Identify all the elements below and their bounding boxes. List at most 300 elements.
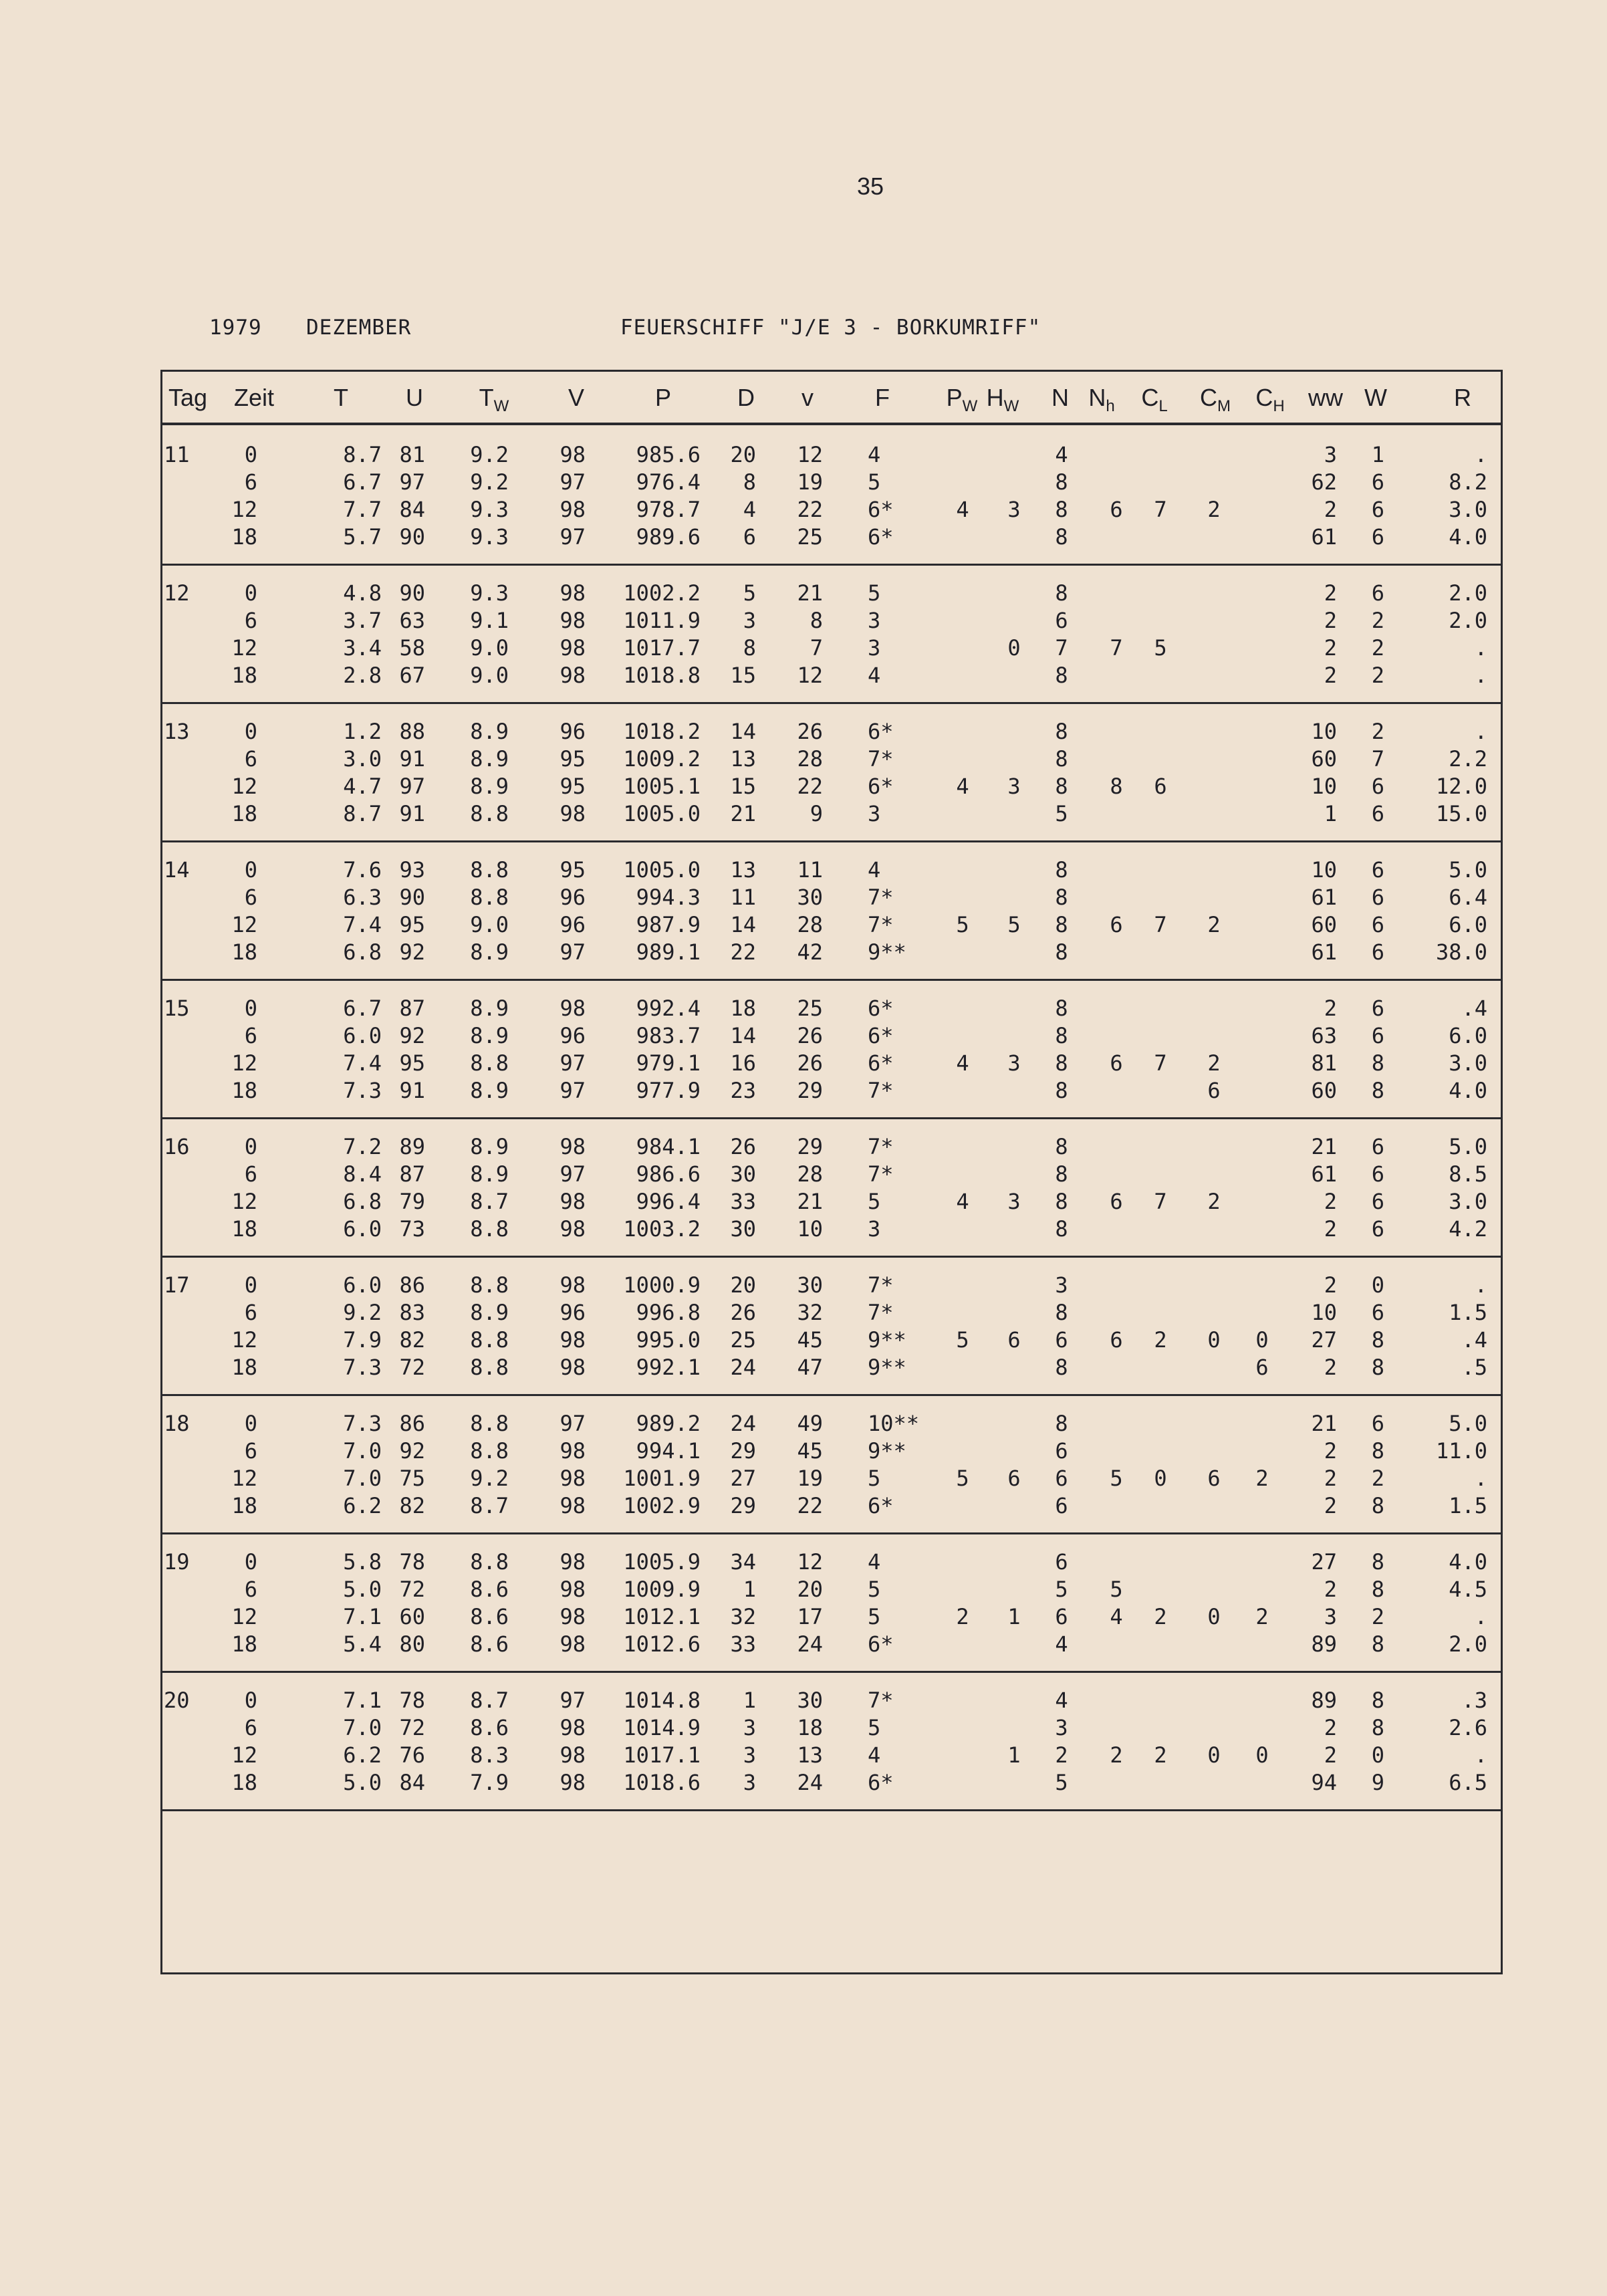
- cell-tw: 8.8: [470, 1272, 509, 1298]
- cell-d: 26: [730, 1300, 756, 1325]
- cell-tw: 8.9: [470, 1300, 509, 1325]
- table-row: [162, 1272, 1501, 1298]
- cell-v: 28: [797, 1161, 823, 1187]
- day-group: [162, 1117, 1501, 1258]
- cell-v: 98: [560, 663, 586, 688]
- cell-u: 90: [399, 524, 425, 550]
- cell-n: 6: [1055, 1327, 1068, 1353]
- cell-p: 996.4: [636, 1189, 701, 1214]
- cell-ww: 2: [1324, 580, 1337, 606]
- cell-w: 6: [1371, 1134, 1384, 1159]
- cell-u: 72: [399, 1715, 425, 1740]
- cell-p: 1002.2: [623, 580, 701, 606]
- cell-cm: 6: [1207, 1466, 1221, 1491]
- cell-ch: 0: [1255, 1742, 1269, 1768]
- cell-p: 1002.9: [623, 1493, 701, 1518]
- cell-v: 96: [560, 1300, 586, 1325]
- cell-pw: 5: [956, 1327, 969, 1353]
- cell-d: 24: [730, 1411, 756, 1436]
- cell-zeit: 12: [231, 774, 257, 799]
- cell-u: 93: [399, 857, 425, 883]
- cell-w: 6: [1371, 857, 1384, 883]
- cell-t: 7.0: [343, 1438, 382, 1464]
- table-row: [162, 1465, 1501, 1492]
- cell-f: 3: [868, 608, 881, 633]
- cell-f: 9**: [868, 1327, 906, 1353]
- cell-r: 5.0: [1449, 1134, 1487, 1159]
- cell-d: 8: [743, 635, 756, 661]
- table-row: [162, 884, 1501, 911]
- cell-v: 98: [560, 996, 586, 1021]
- cell-t: 7.0: [343, 1715, 382, 1740]
- cell-f: 7*: [868, 746, 894, 772]
- cell-w: 6: [1371, 912, 1384, 937]
- cell-ww: 2: [1324, 1715, 1337, 1740]
- col-header-nh: $N_h$: [1088, 384, 1115, 416]
- cell-v: 29: [797, 1134, 823, 1159]
- cell-ww: 2: [1324, 1216, 1337, 1242]
- cell-v: 24: [797, 1631, 823, 1657]
- cell-p: 1003.2: [623, 1216, 701, 1242]
- cell-w: 8: [1371, 1493, 1384, 1518]
- cell-n: 8: [1055, 1050, 1068, 1076]
- cell-p: 985.6: [636, 442, 701, 467]
- cell-p: 994.1: [636, 1438, 701, 1464]
- cell-v: 47: [797, 1355, 823, 1380]
- cell-u: 79: [399, 1189, 425, 1214]
- cell-hw: 1: [1007, 1742, 1021, 1768]
- cell-n: 8: [1055, 912, 1068, 937]
- cell-f: 4: [868, 857, 881, 883]
- cell-v: 18: [797, 1715, 823, 1740]
- cell-n: 6: [1055, 1466, 1068, 1491]
- cell-w: 6: [1371, 524, 1384, 550]
- cell-ww: 2: [1324, 1466, 1337, 1491]
- cell-n: 8: [1055, 996, 1068, 1021]
- cell-v: 42: [797, 939, 823, 965]
- cell-v: 98: [560, 1770, 586, 1795]
- cell-r: 5.0: [1449, 857, 1487, 883]
- day-group: [162, 1394, 1501, 1534]
- cell-tw: 8.9: [470, 996, 509, 1021]
- cell-d: 16: [730, 1050, 756, 1076]
- cell-v: 98: [560, 1327, 586, 1353]
- cell-cm: 0: [1207, 1327, 1221, 1353]
- day-group: [162, 425, 1501, 566]
- cell-u: 89: [399, 1134, 425, 1159]
- day-group: [162, 1256, 1501, 1396]
- cell-cl: 2: [1154, 1742, 1167, 1768]
- cell-w: 6: [1371, 497, 1384, 522]
- cell-u: 63: [399, 608, 425, 633]
- cell-nh: 6: [1110, 497, 1123, 522]
- cell-p: 994.3: [636, 885, 701, 910]
- col-header-ch: $C_H$: [1255, 384, 1285, 416]
- cell-v: 19: [797, 1466, 823, 1491]
- cell-t: 7.4: [343, 1050, 382, 1076]
- cell-v: 17: [797, 1604, 823, 1629]
- cell-n: 2: [1055, 1742, 1068, 1768]
- cell-zeit: 6: [244, 1023, 257, 1048]
- cell-cm: 2: [1207, 1050, 1221, 1076]
- cell-n: 8: [1055, 1411, 1068, 1436]
- cell-r: 4.0: [1449, 524, 1487, 550]
- cell-t: 7.1: [343, 1604, 382, 1629]
- cell-f: 9**: [868, 939, 906, 965]
- cell-tw: 9.2: [470, 1466, 509, 1491]
- cell-w: 0: [1371, 1272, 1384, 1298]
- day-group: [162, 1532, 1501, 1673]
- cell-u: 92: [399, 939, 425, 965]
- cell-t: 6.8: [343, 939, 382, 965]
- cell-v: 25: [797, 996, 823, 1021]
- cell-u: 73: [399, 1216, 425, 1242]
- cell-u: 87: [399, 1161, 425, 1187]
- cell-ww: 61: [1311, 939, 1337, 965]
- cell-v: 95: [560, 774, 586, 799]
- cell-r: 2.0: [1449, 608, 1487, 633]
- cell-v: 98: [560, 1549, 586, 1575]
- cell-p: 1014.9: [623, 1715, 701, 1740]
- cell-r: 2.6: [1449, 1715, 1487, 1740]
- cell-d: 11: [730, 885, 756, 910]
- cell-cl: 0: [1154, 1466, 1167, 1491]
- data-table: [160, 370, 1503, 1974]
- cell-v: 98: [560, 1189, 586, 1214]
- cell-tw: 8.8: [470, 1216, 509, 1242]
- cell-ww: 1: [1324, 801, 1337, 826]
- cell-r: 38.0: [1435, 939, 1487, 965]
- table-row: [162, 662, 1501, 689]
- cell-zeit: 12: [231, 1189, 257, 1214]
- cell-t: 7.3: [343, 1078, 382, 1103]
- cell-v: 22: [797, 1493, 823, 1518]
- cell-u: 84: [399, 497, 425, 522]
- cell-d: 13: [730, 746, 756, 772]
- cell-v: 11: [797, 857, 823, 883]
- cell-hw: 3: [1007, 1050, 1021, 1076]
- cell-w: 6: [1371, 801, 1384, 826]
- cell-r: 8.5: [1449, 1161, 1487, 1187]
- cell-t: 7.3: [343, 1355, 382, 1380]
- cell-f: 9**: [868, 1438, 906, 1464]
- cell-p: 977.9: [636, 1078, 701, 1103]
- cell-ww: 21: [1311, 1411, 1337, 1436]
- cell-n: 6: [1055, 1549, 1068, 1575]
- cell-v: 32: [797, 1300, 823, 1325]
- cell-d: 34: [730, 1549, 756, 1575]
- cell-ww: 2: [1324, 497, 1337, 522]
- cell-tw: 8.8: [470, 857, 509, 883]
- cell-w: 6: [1371, 885, 1384, 910]
- cell-zeit: 0: [244, 1549, 257, 1575]
- cell-r: 2.0: [1449, 580, 1487, 606]
- cell-d: 3: [743, 1742, 756, 1768]
- cell-t: 5.7: [343, 524, 382, 550]
- cell-cl: 7: [1154, 1189, 1167, 1214]
- cell-v: 98: [560, 1604, 586, 1629]
- cell-zeit: 6: [244, 746, 257, 772]
- cell-r: 1.5: [1449, 1493, 1487, 1518]
- table-row: [162, 1631, 1501, 1657]
- cell-t: 6.3: [343, 885, 382, 910]
- cell-v: 26: [797, 1050, 823, 1076]
- cell-t: 8.7: [343, 801, 382, 826]
- cell-r: .: [1474, 1272, 1487, 1298]
- cell-ww: 27: [1311, 1327, 1337, 1353]
- cell-cl: 7: [1154, 497, 1167, 522]
- cell-f: 3: [868, 635, 881, 661]
- cell-tw: 9.0: [470, 635, 509, 661]
- cell-zeit: 12: [231, 1327, 257, 1353]
- cell-f: 6*: [868, 996, 894, 1021]
- cell-ww: 10: [1311, 719, 1337, 744]
- cell-f: 4: [868, 1742, 881, 1768]
- table-row: [162, 1687, 1501, 1714]
- cell-f: 7*: [868, 1272, 894, 1298]
- table-row: [162, 1188, 1501, 1215]
- cell-v: 97: [560, 1050, 586, 1076]
- table-row: [162, 745, 1501, 772]
- cell-v: 7: [810, 635, 823, 661]
- cell-d: 6: [743, 524, 756, 550]
- day-tag: 17: [164, 1272, 190, 1298]
- cell-p: 989.6: [636, 524, 701, 550]
- cell-tw: 8.9: [470, 746, 509, 772]
- table-row: [162, 580, 1501, 606]
- cell-zeit: 6: [244, 1715, 257, 1740]
- cell-v: 98: [560, 1272, 586, 1298]
- cell-w: 8: [1371, 1438, 1384, 1464]
- cell-zeit: 12: [231, 1742, 257, 1768]
- cell-w: 6: [1371, 774, 1384, 799]
- cell-f: 5: [868, 580, 881, 606]
- cell-n: 8: [1055, 1189, 1068, 1214]
- table-row: [162, 1133, 1501, 1160]
- cell-n: 5: [1055, 801, 1068, 826]
- cell-v: 22: [797, 774, 823, 799]
- cell-u: 97: [399, 469, 425, 495]
- cell-r: .5: [1461, 1355, 1487, 1380]
- cell-v: 98: [560, 608, 586, 633]
- cell-zeit: 0: [244, 719, 257, 744]
- cell-t: 6.7: [343, 996, 382, 1021]
- cell-tw: 8.6: [470, 1631, 509, 1657]
- cell-ww: 3: [1324, 1604, 1337, 1629]
- day-group: [162, 1671, 1501, 1811]
- cell-u: 86: [399, 1411, 425, 1436]
- cell-w: 8: [1371, 1631, 1384, 1657]
- cell-d: 29: [730, 1438, 756, 1464]
- cell-cm: 0: [1207, 1742, 1221, 1768]
- cell-v: 8: [810, 608, 823, 633]
- col-header-d: D: [737, 384, 755, 411]
- cell-r: 15.0: [1435, 801, 1487, 826]
- col-header-tw: $T_W$: [479, 384, 509, 416]
- day-tag: 11: [164, 442, 190, 467]
- day-tag: 19: [164, 1549, 190, 1575]
- cell-v: 29: [797, 1078, 823, 1103]
- cell-d: 14: [730, 719, 756, 744]
- cell-n: 8: [1055, 1134, 1068, 1159]
- table-row: [162, 1603, 1501, 1630]
- cell-u: 58: [399, 635, 425, 661]
- cell-f: 5: [868, 1715, 881, 1740]
- col-header-cm: $C_M$: [1200, 384, 1231, 416]
- cell-v: 96: [560, 912, 586, 937]
- day-tag: 18: [164, 1411, 190, 1436]
- cell-v: 98: [560, 1715, 586, 1740]
- cell-f: 7*: [868, 885, 894, 910]
- cell-v: 19: [797, 469, 823, 495]
- cell-v: 98: [560, 1631, 586, 1657]
- cell-u: 90: [399, 885, 425, 910]
- cell-v: 21: [797, 1189, 823, 1214]
- cell-zeit: 18: [231, 801, 257, 826]
- cell-n: 3: [1055, 1715, 1068, 1740]
- cell-r: 3.0: [1449, 1050, 1487, 1076]
- cell-v: 26: [797, 719, 823, 744]
- cell-ww: 81: [1311, 1050, 1337, 1076]
- cell-u: 80: [399, 1631, 425, 1657]
- cell-cm: 2: [1207, 912, 1221, 937]
- cell-p: 987.9: [636, 912, 701, 937]
- cell-n: 8: [1055, 580, 1068, 606]
- cell-nh: 7: [1110, 635, 1123, 661]
- cell-pw: 4: [956, 497, 969, 522]
- col-header-u: U: [406, 384, 423, 411]
- cell-nh: 4: [1110, 1604, 1123, 1629]
- cell-nh: 6: [1110, 1050, 1123, 1076]
- cell-w: 6: [1371, 580, 1384, 606]
- cell-ww: 2: [1324, 663, 1337, 688]
- cell-v: 98: [560, 580, 586, 606]
- cell-n: 8: [1055, 857, 1068, 883]
- cell-v: 97: [560, 1688, 586, 1713]
- cell-p: 989.1: [636, 939, 701, 965]
- cell-d: 29: [730, 1493, 756, 1518]
- cell-t: 7.0: [343, 1466, 382, 1491]
- cell-v: 45: [797, 1438, 823, 1464]
- cell-w: 2: [1371, 608, 1384, 633]
- cell-tw: 9.3: [470, 497, 509, 522]
- cell-f: 5: [868, 1189, 881, 1214]
- cell-tw: 8.3: [470, 1742, 509, 1768]
- cell-w: 8: [1371, 1549, 1384, 1575]
- cell-d: 15: [730, 774, 756, 799]
- cell-f: 4: [868, 663, 881, 688]
- cell-r: .3: [1461, 1688, 1487, 1713]
- cell-tw: 8.9: [470, 1161, 509, 1187]
- col-header-cl: $C_L$: [1141, 384, 1168, 416]
- cell-v: 12: [797, 442, 823, 467]
- cell-v: 98: [560, 1577, 586, 1602]
- cell-d: 30: [730, 1161, 756, 1187]
- cell-zeit: 18: [231, 939, 257, 965]
- table-row: [162, 800, 1501, 827]
- cell-v: 97: [560, 524, 586, 550]
- col-header-t: T: [334, 384, 348, 411]
- cell-ww: 2: [1324, 608, 1337, 633]
- cell-nh: 6: [1110, 912, 1123, 937]
- table-row: [162, 773, 1501, 800]
- cell-cm: 0: [1207, 1604, 1221, 1629]
- cell-ww: 2: [1324, 1355, 1337, 1380]
- cell-p: 1009.9: [623, 1577, 701, 1602]
- cell-d: 22: [730, 939, 756, 965]
- cell-pw: 4: [956, 1189, 969, 1214]
- cell-zeit: 18: [231, 1216, 257, 1242]
- cell-d: 20: [730, 1272, 756, 1298]
- cell-ww: 21: [1311, 1134, 1337, 1159]
- cell-v: 98: [560, 1134, 586, 1159]
- cell-ww: 10: [1311, 774, 1337, 799]
- cell-nh: 8: [1110, 774, 1123, 799]
- cell-tw: 8.8: [470, 801, 509, 826]
- cell-cl: 5: [1154, 635, 1167, 661]
- cell-zeit: 18: [231, 1770, 257, 1795]
- cell-n: 6: [1055, 1493, 1068, 1518]
- cell-n: 8: [1055, 524, 1068, 550]
- cell-p: 1001.9: [623, 1466, 701, 1491]
- cell-tw: 8.6: [470, 1715, 509, 1740]
- cell-v: 97: [560, 1161, 586, 1187]
- cell-r: .: [1474, 635, 1487, 661]
- cell-cl: 2: [1154, 1604, 1167, 1629]
- cell-w: 2: [1371, 1466, 1384, 1491]
- cell-v: 28: [797, 912, 823, 937]
- cell-n: 8: [1055, 1161, 1068, 1187]
- cell-w: 1: [1371, 442, 1384, 467]
- cell-zeit: 18: [231, 524, 257, 550]
- cell-v: 49: [797, 1411, 823, 1436]
- page-number: 35: [857, 173, 884, 200]
- col-header-ww: ww: [1308, 384, 1343, 411]
- cell-w: 6: [1371, 996, 1384, 1021]
- cell-hw: 3: [1007, 1189, 1021, 1214]
- cell-v: 97: [560, 1411, 586, 1436]
- cell-t: 1.2: [343, 719, 382, 744]
- cell-d: 32: [730, 1604, 756, 1629]
- cell-zeit: 6: [244, 1161, 257, 1187]
- cell-u: 91: [399, 746, 425, 772]
- cell-zeit: 12: [231, 1466, 257, 1491]
- cell-zeit: 0: [244, 1134, 257, 1159]
- table-row: [162, 607, 1501, 634]
- cell-r: 5.0: [1449, 1411, 1487, 1436]
- cell-d: 3: [743, 1770, 756, 1795]
- cell-t: 6.0: [343, 1272, 382, 1298]
- cell-r: .4: [1461, 1327, 1487, 1353]
- cell-zeit: 12: [231, 497, 257, 522]
- cell-r: 6.5: [1449, 1770, 1487, 1795]
- table-row: [162, 441, 1501, 468]
- cell-u: 76: [399, 1742, 425, 1768]
- cell-n: 8: [1055, 939, 1068, 965]
- cell-v: 26: [797, 1023, 823, 1048]
- cell-t: 7.9: [343, 1327, 382, 1353]
- cell-p: 992.1: [636, 1355, 701, 1380]
- cell-ww: 63: [1311, 1023, 1337, 1048]
- cell-d: 4: [743, 497, 756, 522]
- cell-t: 7.2: [343, 1134, 382, 1159]
- cell-p: 995.0: [636, 1327, 701, 1353]
- table-row: [162, 1022, 1501, 1049]
- cell-p: 1012.1: [623, 1604, 701, 1629]
- cell-v: 30: [797, 885, 823, 910]
- cell-v: 97: [560, 469, 586, 495]
- cell-t: 7.4: [343, 912, 382, 937]
